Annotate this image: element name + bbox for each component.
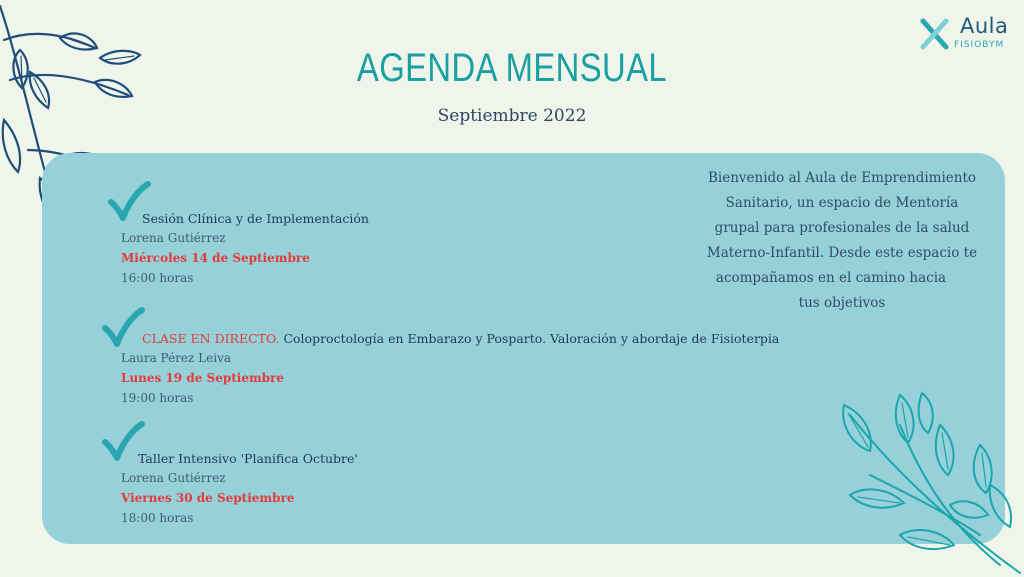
aula-logo[interactable] bbox=[920, 14, 1016, 54]
checkmark-icon bbox=[100, 306, 146, 348]
event-title-text: Sesión Clínica y de Implementación bbox=[142, 211, 369, 226]
event-title bbox=[142, 331, 779, 346]
event-time: 16:00 horas bbox=[121, 271, 194, 285]
event-title bbox=[142, 211, 369, 226]
event-date: Viernes 30 de Septiembre bbox=[121, 491, 295, 505]
event-title-text: Coloproctología en Embarazo y Posparto. Valoración y abordaje de Fisioterpia bbox=[279, 331, 780, 346]
event-person: Lorena Gutiérrez bbox=[121, 231, 226, 245]
intro-line: Bienvenido al Aula de Emprendimiento bbox=[707, 170, 977, 186]
event-title bbox=[138, 451, 358, 466]
intro-line: Sanitario, un espacio de Mentoría bbox=[725, 195, 959, 211]
event-item bbox=[0, 420, 800, 530]
intro-line: Materno-Infantil. Desde este espacio te bbox=[706, 245, 978, 261]
event-highlight: CLASE EN DIRECTO. bbox=[142, 331, 280, 346]
event-time: 18:00 horas bbox=[121, 511, 194, 525]
logo-sub-text: FISIOBYM bbox=[954, 40, 1005, 50]
event-title-text: Taller Intensivo 'Planifica Octubre' bbox=[138, 451, 358, 466]
intro-line: tus objetivos bbox=[798, 295, 886, 311]
intro-line: grupal para profesionales de la salud bbox=[714, 220, 970, 236]
event-date: Lunes 19 de Septiembre bbox=[121, 371, 285, 385]
logo-brand-text: Aula bbox=[960, 14, 1009, 38]
event-item bbox=[0, 300, 800, 410]
event-time: 19:00 horas bbox=[121, 391, 194, 405]
event-person: Lorena Gutiérrez bbox=[121, 471, 226, 485]
leaf-branch-bottom-right-icon bbox=[830, 385, 1024, 577]
intro-line: acompañamos en el camino hacia bbox=[715, 270, 947, 286]
event-date: Miércoles 14 de Septiembre bbox=[121, 251, 310, 265]
event-person: Laura Pérez Leiva bbox=[121, 351, 232, 365]
page-subtitle: Septiembre 2022 bbox=[437, 106, 587, 126]
event-item bbox=[0, 180, 800, 290]
page-title: AGENDA MENSUAL bbox=[356, 46, 668, 90]
